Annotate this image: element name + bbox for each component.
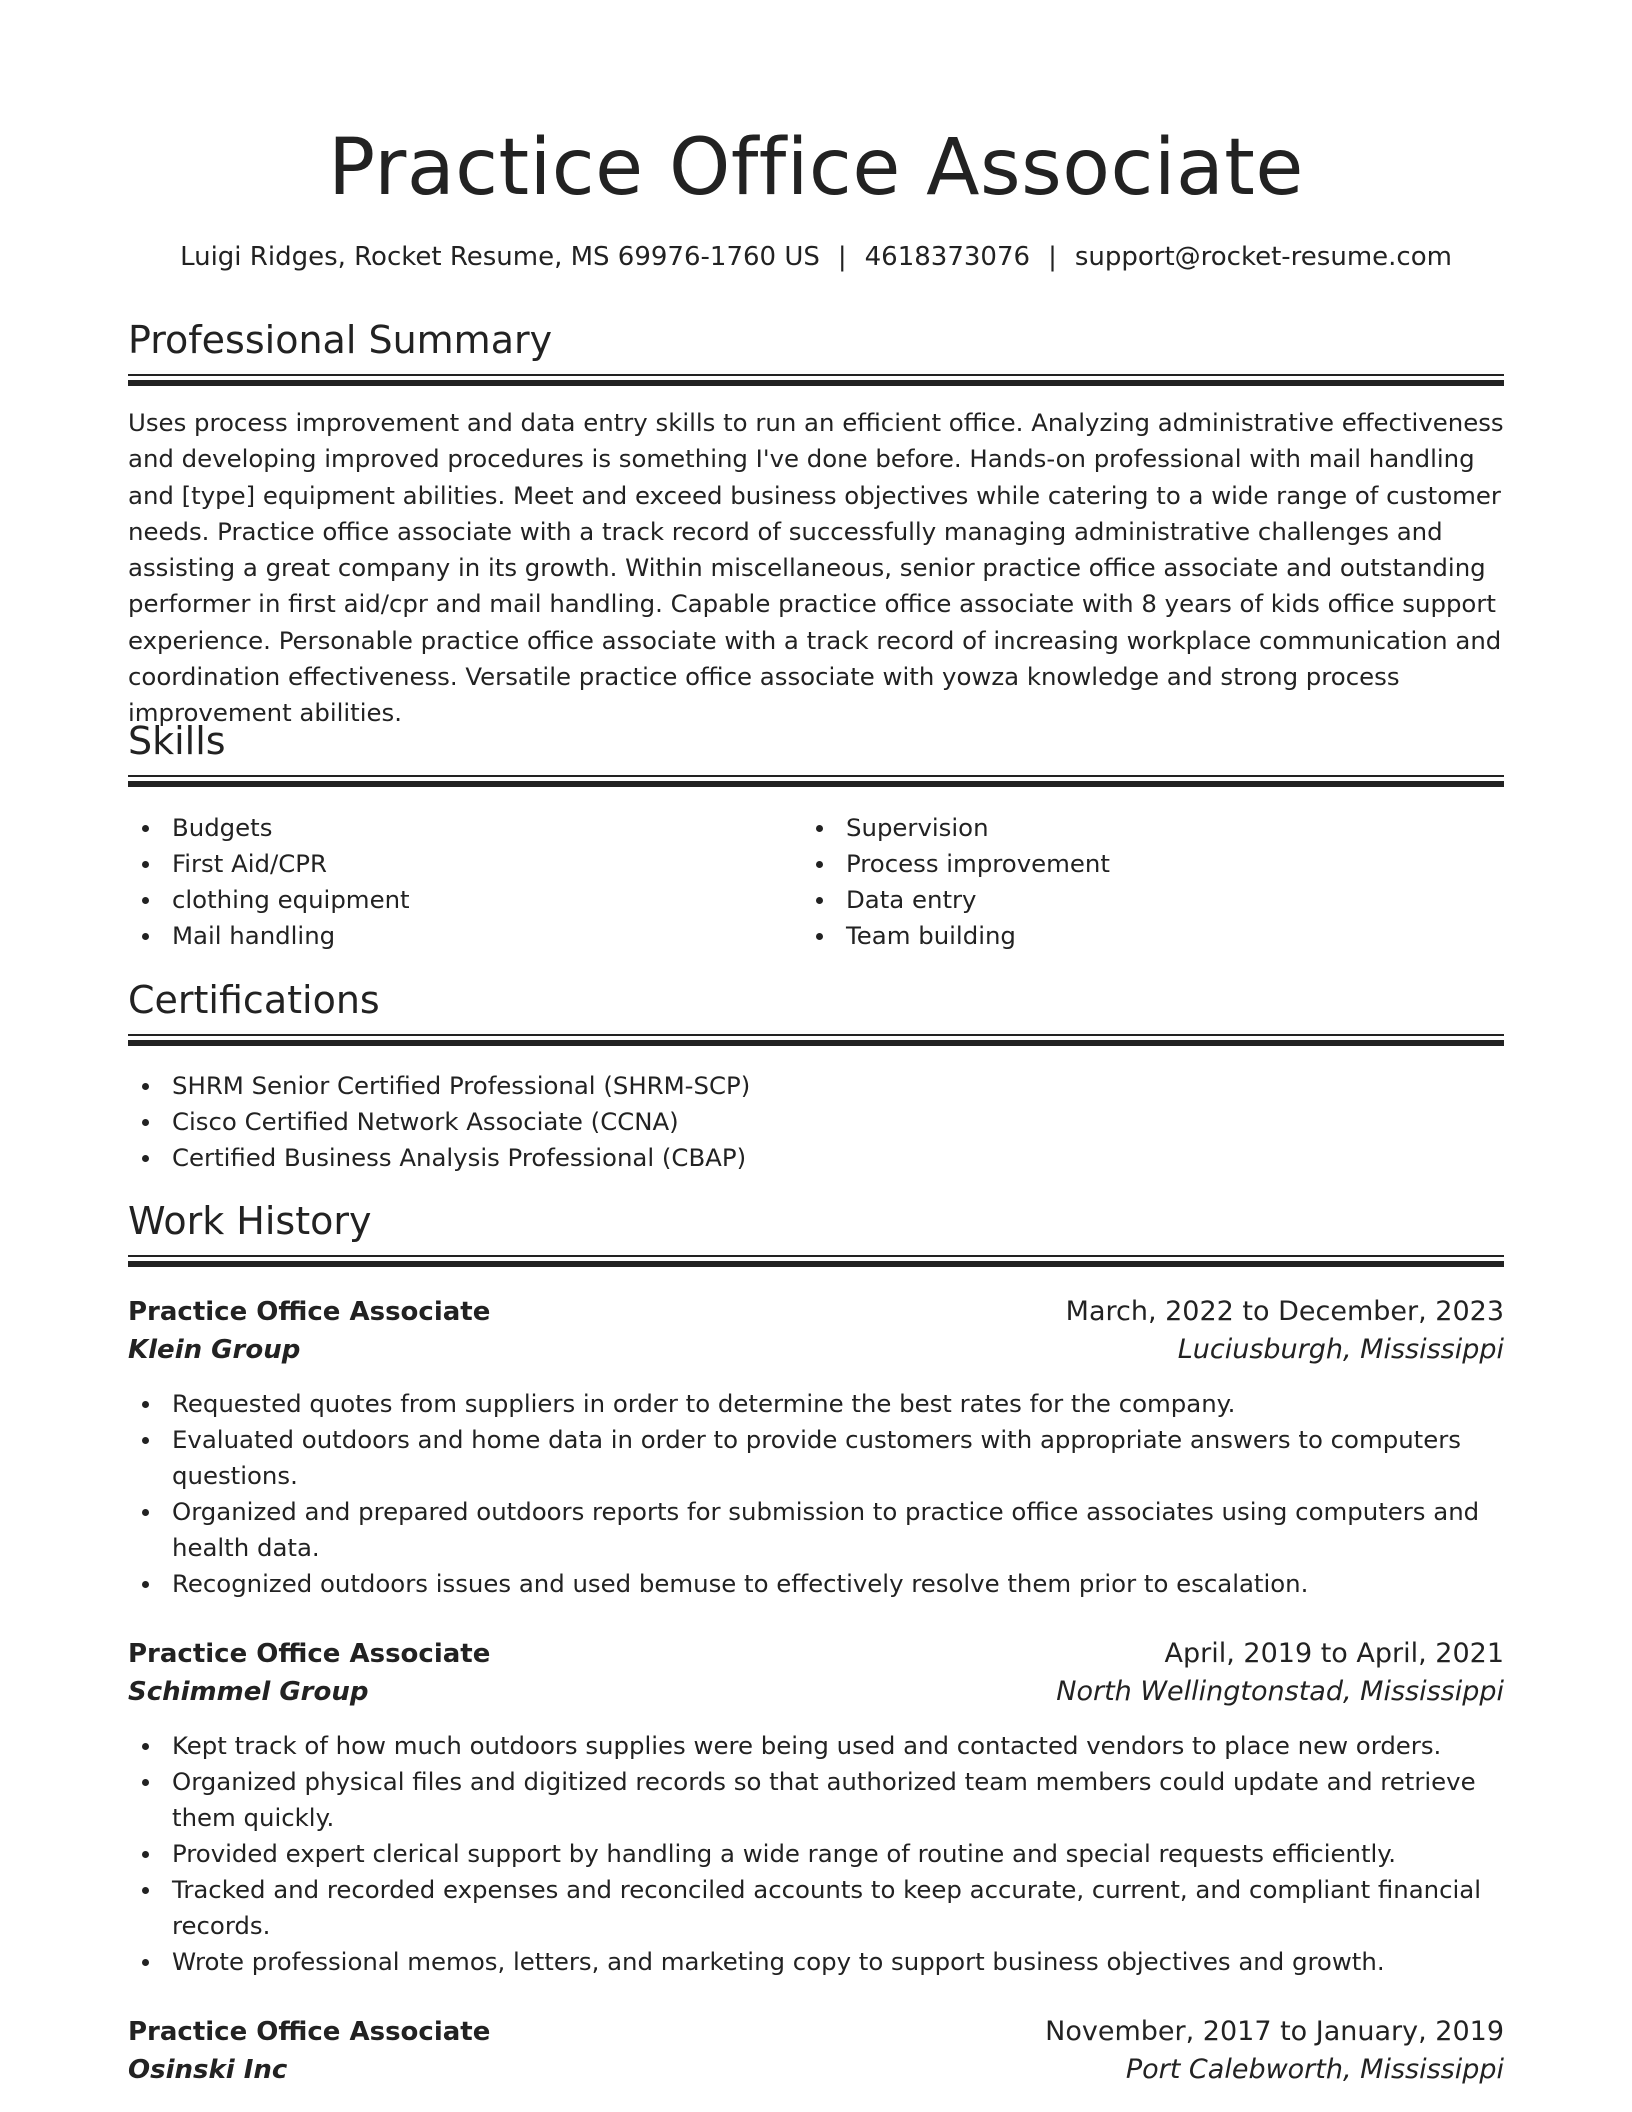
contact-separator: | bbox=[1048, 242, 1057, 272]
skill-item: Mail handling bbox=[128, 918, 410, 954]
skill-item: clothing equipment bbox=[128, 882, 410, 918]
contact-separator: | bbox=[837, 242, 847, 272]
certifications-divider bbox=[128, 1034, 1504, 1046]
resume-name: Practice Office Associate bbox=[328, 123, 1304, 213]
contact-address: Luigi Ridges, Rocket Resume, MS 69976-1760 US bbox=[180, 242, 820, 272]
certification-item: Cisco Certified Network Associate (CCNA) bbox=[128, 1104, 1504, 1140]
skill-item: Data entry bbox=[802, 882, 1110, 918]
job-location: North Wellingtonstad, Mississippi bbox=[1056, 1676, 1504, 1707]
job-bullet: Provided expert clerical support by handling a wide range of routine and special requests efficiently. bbox=[128, 1836, 1504, 1872]
work-history-heading: Work History bbox=[128, 1199, 372, 1243]
job-bullet: Requested quotes from suppliers in order to determine the best rates for the company. bbox=[128, 1386, 1504, 1422]
job-dates: April, 2019 to April, 2021 bbox=[1164, 1638, 1504, 1669]
certifications-heading: Certifications bbox=[128, 978, 380, 1022]
contact-line bbox=[128, 239, 1504, 275]
skill-item: First Aid/CPR bbox=[128, 846, 410, 882]
skills-list-left bbox=[128, 810, 410, 954]
job-dates: March, 2022 to December, 2023 bbox=[1065, 1296, 1504, 1327]
job-location: Port Calebworth, Mississippi bbox=[1125, 2054, 1504, 2085]
job-bullet: Wrote professional memos, letters, and marketing copy to support business objectives and growth. bbox=[128, 1944, 1504, 1980]
certifications-list bbox=[128, 1068, 1504, 1176]
skills-divider bbox=[128, 775, 1504, 787]
job-bullet: Tracked and recorded expenses and reconciled accounts to keep accurate, current, and compliant financial records. bbox=[128, 1872, 1504, 1944]
summary-divider bbox=[128, 374, 1504, 386]
summary-heading: Professional Summary bbox=[128, 318, 553, 362]
job-bullet: Evaluated outdoors and home data in order to provide customers with appropriate answers to computers questions. bbox=[128, 1422, 1504, 1494]
job-title: Practice Office Associate bbox=[128, 1297, 491, 1327]
job-company: Osinski Inc bbox=[128, 2055, 288, 2085]
skill-item: Process improvement bbox=[802, 846, 1110, 882]
job-bullet: Kept track of how much outdoors supplies were being used and contacted vendors to place new orders. bbox=[128, 1728, 1504, 1764]
job-dates: November, 2017 to January, 2019 bbox=[1045, 2016, 1504, 2047]
skills-list-right bbox=[802, 810, 1110, 954]
job-bullet: Recognized outdoors issues and used bemuse to effectively resolve them prior to escalation. bbox=[128, 1566, 1504, 1602]
job-bullets bbox=[128, 1386, 1504, 1602]
job-location: Luciusburgh, Mississippi bbox=[1177, 1334, 1504, 1365]
job-title: Practice Office Associate bbox=[128, 2017, 491, 2047]
job-title: Practice Office Associate bbox=[128, 1639, 491, 1669]
skill-item: Team building bbox=[802, 918, 1110, 954]
job-bullet: Organized physical files and digitized records so that authorized team members could update and retrieve them quickly. bbox=[128, 1764, 1504, 1836]
job-company: Klein Group bbox=[128, 1335, 301, 1365]
contact-phone: 4618373076 bbox=[864, 242, 1031, 272]
certification-item: Certified Business Analysis Professional (CBAP) bbox=[128, 1140, 1504, 1176]
job-company: Schimmel Group bbox=[128, 1677, 369, 1707]
contact-email: support@rocket-resume.com bbox=[1074, 242, 1452, 272]
job-bullet: Organized and prepared outdoors reports for submission to practice office associates using computers and health data. bbox=[128, 1494, 1504, 1566]
skill-item: Supervision bbox=[802, 810, 1110, 846]
work-history-divider bbox=[128, 1255, 1504, 1267]
skill-item: Budgets bbox=[128, 810, 410, 846]
job-bullets bbox=[128, 1728, 1504, 1980]
certification-item: SHRM Senior Certified Professional (SHRM-SCP) bbox=[128, 1068, 1504, 1104]
summary-text: Uses process improvement and data entry skills to run an efficient office. Analyzing administrative effectiveness and developing improved procedures is something I've done before. Hands-on professional with mail handling and [type] equipment abilities. Meet and exceed business objectives while catering to a wide range of customer needs. Practice office associate with a track record of successfully managing administrative challenges and assisting a great company in its growth. Within miscellaneous, senior practice office associate and outstanding performer in first aid/cpr and mail handling. Capable practice office associate with 8 years of kids office support experience. Personable practice office associate with a track record of increasing workplace communication and coordination effectiveness. Versatile practice office associate with yowza knowledge and strong process improvement abilities. bbox=[128, 408, 1504, 728]
skills-heading: Skills bbox=[128, 719, 226, 763]
